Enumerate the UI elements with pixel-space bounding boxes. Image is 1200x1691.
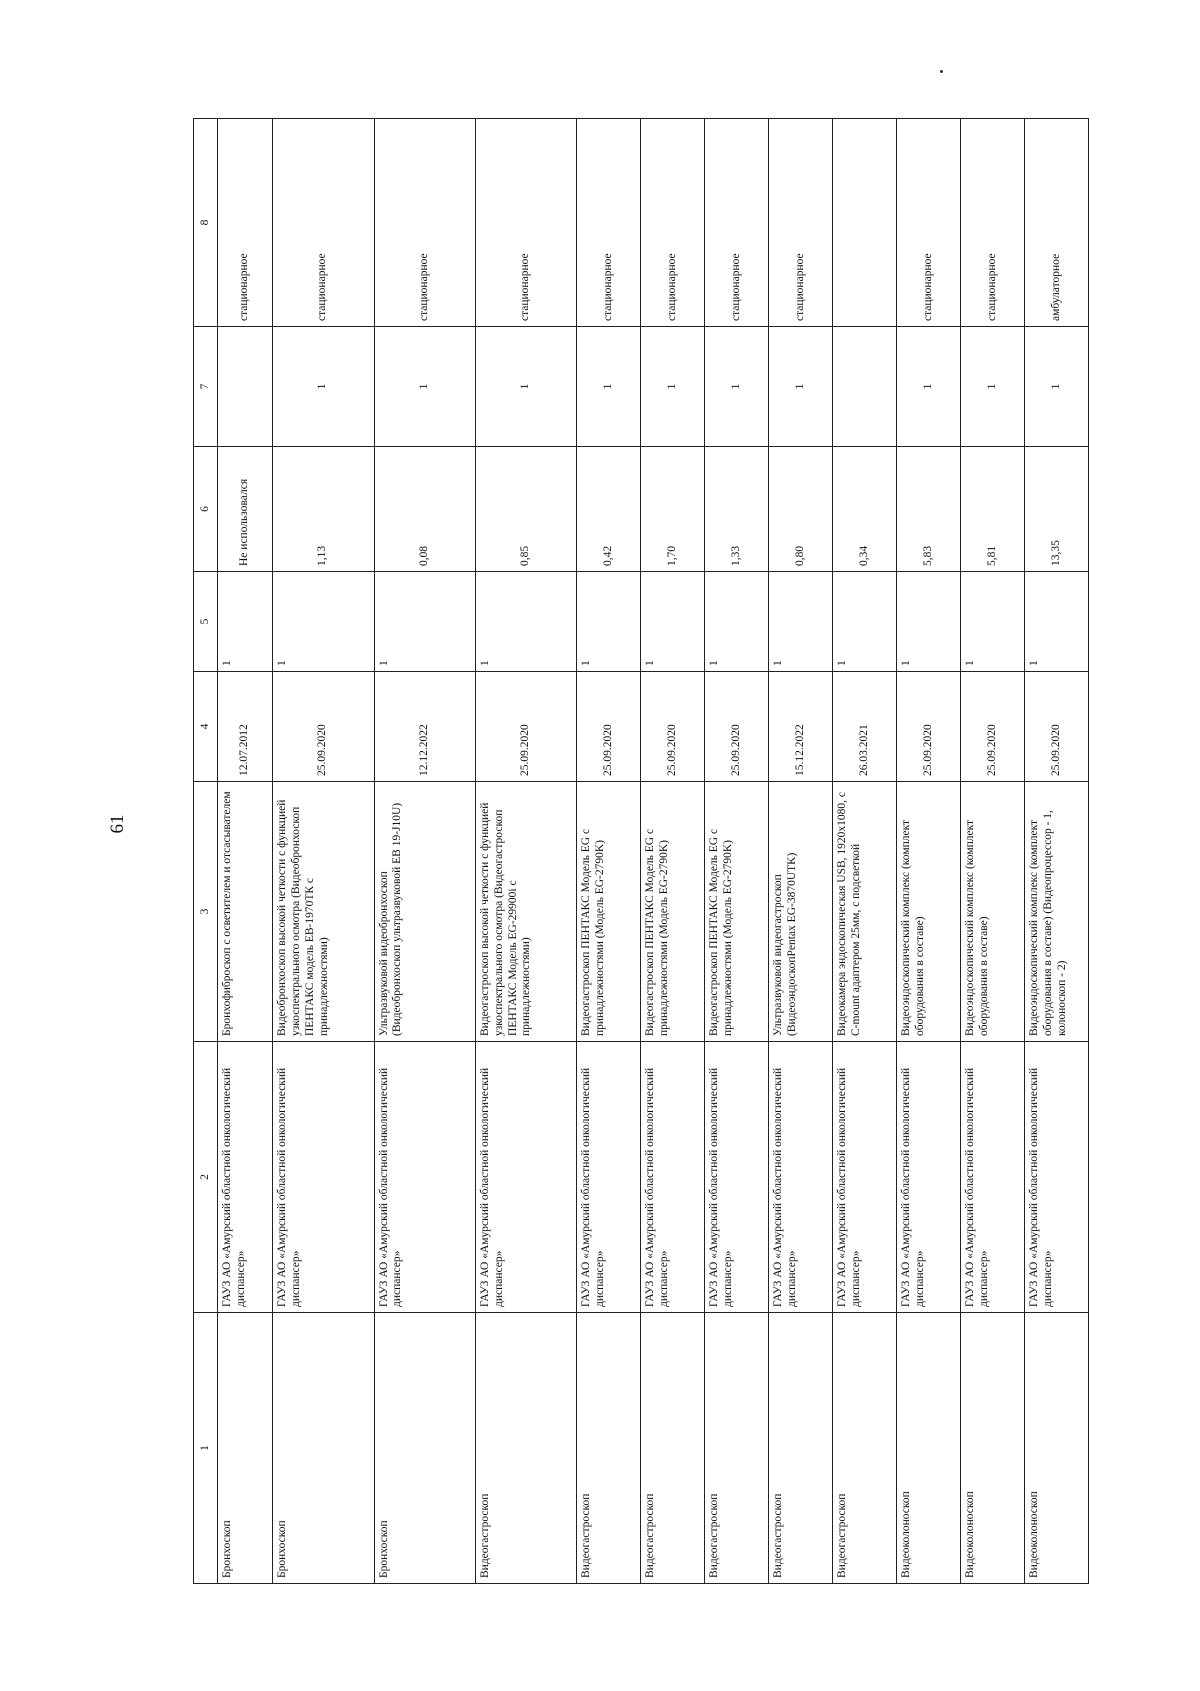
- cell-equipment-name: Видеоэндоскопический комплекс (комплект оборудования в составе): [897, 782, 961, 1042]
- cell-equipment-name: Видеогастроскоп ПЕНТАКС Модель EG с принадлежностями (Модель EG-2790K): [641, 782, 705, 1042]
- cell-mode: [833, 119, 897, 327]
- cell-col7: 1: [577, 327, 641, 447]
- cell-load: 5,83: [897, 447, 961, 572]
- cell-date: 25.09.2020: [1024, 672, 1088, 782]
- cell-type: Бронхоскоп: [273, 1313, 374, 1584]
- col-header-3: 3: [194, 782, 218, 1042]
- cell-col7: [833, 327, 897, 447]
- cell-load: 1,13: [273, 447, 374, 572]
- cell-date: 25.09.2020: [705, 672, 769, 782]
- cell-organization: ГАУЗ АО «Амурский областной онкологический диспансер»: [833, 1042, 897, 1313]
- cell-col7: 1: [705, 327, 769, 447]
- header-row: [194, 119, 218, 1584]
- cell-organization: ГАУЗ АО «Амурский областной онкологический диспансер»: [577, 1042, 641, 1313]
- cell-date: 25.09.2020: [577, 672, 641, 782]
- cell-organization: ГАУЗ АО «Амурский областной онкологический диспансер»: [1024, 1042, 1088, 1313]
- cell-type: Видеоколоноскоп: [961, 1313, 1025, 1584]
- cell-organization: ГАУЗ АО «Амурский областной онкологический диспансер»: [641, 1042, 705, 1313]
- cell-count: 1: [705, 572, 769, 672]
- cell-type: Видеогастроскоп: [769, 1313, 833, 1584]
- cell-load: 5,81: [961, 447, 1025, 572]
- table-row: [641, 119, 705, 1584]
- cell-date: 25.09.2020: [641, 672, 705, 782]
- cell-mode: стационарное: [218, 119, 273, 327]
- cell-count: 1: [833, 572, 897, 672]
- cell-organization: ГАУЗ АО «Амурский областной онкологический диспансер»: [769, 1042, 833, 1313]
- cell-organization: ГАУЗ АО «Амурский областной онкологический диспансер»: [961, 1042, 1025, 1313]
- cell-organization: ГАУЗ АО «Амурский областной онкологический диспансер»: [218, 1042, 273, 1313]
- table-row: [374, 119, 475, 1584]
- cell-date: 26.03.2021: [833, 672, 897, 782]
- table-row: [577, 119, 641, 1584]
- cell-organization: ГАУЗ АО «Амурский областной онкологический диспансер»: [705, 1042, 769, 1313]
- cell-mode: стационарное: [705, 119, 769, 327]
- equipment-table: [193, 118, 1089, 1584]
- cell-count: 1: [273, 572, 374, 672]
- cell-date: 12.07.2012: [218, 672, 273, 782]
- cell-type: Видеоколоноскоп: [897, 1313, 961, 1584]
- cell-equipment-name: Видеогастроскоп высокой четкости с функцией узкоспектрального осмотра (Видеогастроскоп ПЕНТАКС Модель EG-29900i с принадлежностями): [475, 782, 576, 1042]
- cell-count: 1: [218, 572, 273, 672]
- cell-date: 25.09.2020: [273, 672, 374, 782]
- cell-load: 0,42: [577, 447, 641, 572]
- cell-count: 1: [961, 572, 1025, 672]
- cell-type: Видеогастроскоп: [705, 1313, 769, 1584]
- table-row: [705, 119, 769, 1584]
- cell-mode: амбулаторное: [1024, 119, 1088, 327]
- table-row: [475, 119, 576, 1584]
- cell-organization: ГАУЗ АО «Амурский областной онкологический диспансер»: [374, 1042, 475, 1313]
- table-row: [273, 119, 374, 1584]
- cell-mode: стационарное: [273, 119, 374, 327]
- cell-type: Видеогастроскоп: [833, 1313, 897, 1584]
- col-header-2: 2: [194, 1042, 218, 1313]
- cell-col7: 1: [374, 327, 475, 447]
- cell-type: Бронхоскоп: [218, 1313, 273, 1584]
- cell-equipment-name: Ультразвуковой видеогастроскоп (ВидеоэндоскопPentax EG-3870UTK): [769, 782, 833, 1042]
- cell-count: 1: [897, 572, 961, 672]
- cell-count: 1: [1024, 572, 1088, 672]
- cell-equipment-name: Видеоэндоскопический комплекс (комплект оборудования в составе): [961, 782, 1025, 1042]
- cell-mode: стационарное: [374, 119, 475, 327]
- cell-date: 25.09.2020: [475, 672, 576, 782]
- cell-mode: стационарное: [769, 119, 833, 327]
- cell-equipment-name: Видеоэндоскопический комплекс (комплект оборудования в составе) (Видеопроцессор - 1, колоноскоп - 2): [1024, 782, 1088, 1042]
- page-number: 61: [107, 814, 128, 834]
- cell-count: 1: [641, 572, 705, 672]
- cell-load: 0,85: [475, 447, 576, 572]
- cell-load: 13,35: [1024, 447, 1088, 572]
- col-header-7: 7: [194, 327, 218, 447]
- cell-date: 25.09.2020: [961, 672, 1025, 782]
- cell-load: 0,08: [374, 447, 475, 572]
- cell-mode: стационарное: [641, 119, 705, 327]
- equipment-table-rotated: [193, 119, 1089, 1584]
- cell-col7: 1: [1024, 327, 1088, 447]
- cell-col7: 1: [961, 327, 1025, 447]
- cell-count: 1: [577, 572, 641, 672]
- table-row: [1024, 119, 1088, 1584]
- cell-date: 12.12.2022: [374, 672, 475, 782]
- table-row: [769, 119, 833, 1584]
- cell-col7: 1: [273, 327, 374, 447]
- cell-equipment-name: Ультразвуковой видеобронхоскоп (Видеобронхоскоп ультразвуковой ЕВ 19-J10U): [374, 782, 475, 1042]
- table-row: [897, 119, 961, 1584]
- table-row: [218, 119, 273, 1584]
- table-row: [833, 119, 897, 1584]
- cell-count: 1: [769, 572, 833, 672]
- cell-equipment-name: Видеокамера эндоскопическая USB, 1920х1080, с C-mount адаптером 25мм, с подсветкой: [833, 782, 897, 1042]
- cell-type: Видеогастроскоп: [475, 1313, 576, 1584]
- cell-col7: 1: [641, 327, 705, 447]
- cell-col7: 1: [769, 327, 833, 447]
- scan-dot: [940, 70, 943, 73]
- cell-date: 15.12.2022: [769, 672, 833, 782]
- cell-col7: 1: [475, 327, 576, 447]
- cell-equipment-name: Видеогастроскоп ПЕНТАКС Модель EG с принадлежностями (Модель EG-2790K): [705, 782, 769, 1042]
- cell-col7: 1: [897, 327, 961, 447]
- col-header-8: 8: [194, 119, 218, 327]
- cell-date: 25.09.2020: [897, 672, 961, 782]
- cell-mode: стационарное: [475, 119, 576, 327]
- cell-count: 1: [374, 572, 475, 672]
- col-header-1: 1: [194, 1313, 218, 1584]
- cell-mode: стационарное: [577, 119, 641, 327]
- cell-count: 1: [475, 572, 576, 672]
- cell-type: Видеоколоноскоп: [1024, 1313, 1088, 1584]
- cell-equipment-name: Бронхофиброскоп с осветителем и отсасывателем: [218, 782, 273, 1042]
- cell-load: Не использовался: [218, 447, 273, 572]
- cell-mode: стационарное: [897, 119, 961, 327]
- cell-type: Бронхоскоп: [374, 1313, 475, 1584]
- cell-load: 1,70: [641, 447, 705, 572]
- table-row: [961, 119, 1025, 1584]
- cell-equipment-name: Видеобронхоскоп высокой четкости с функцией узкоспектрального осмотра (Видеобронхоскоп ПЕНТАКС модель ЕВ-1970ТК с принадлежностями): [273, 782, 374, 1042]
- col-header-4: 4: [194, 672, 218, 782]
- cell-organization: ГАУЗ АО «Амурский областной онкологический диспансер»: [273, 1042, 374, 1313]
- cell-col7: [218, 327, 273, 447]
- cell-load: 1,33: [705, 447, 769, 572]
- cell-mode: стационарное: [961, 119, 1025, 327]
- cell-type: Видеогастроскоп: [641, 1313, 705, 1584]
- cell-type: Видеогастроскоп: [577, 1313, 641, 1584]
- cell-organization: ГАУЗ АО «Амурский областной онкологический диспансер»: [897, 1042, 961, 1313]
- cell-load: 0,34: [833, 447, 897, 572]
- col-header-6: 6: [194, 447, 218, 572]
- cell-equipment-name: Видеогастроскоп ПЕНТАКС Модель EG с принадлежностями (Модель EG-2790K): [577, 782, 641, 1042]
- col-header-5: 5: [194, 572, 218, 672]
- cell-organization: ГАУЗ АО «Амурский областной онкологический диспансер»: [475, 1042, 576, 1313]
- cell-load: 0,80: [769, 447, 833, 572]
